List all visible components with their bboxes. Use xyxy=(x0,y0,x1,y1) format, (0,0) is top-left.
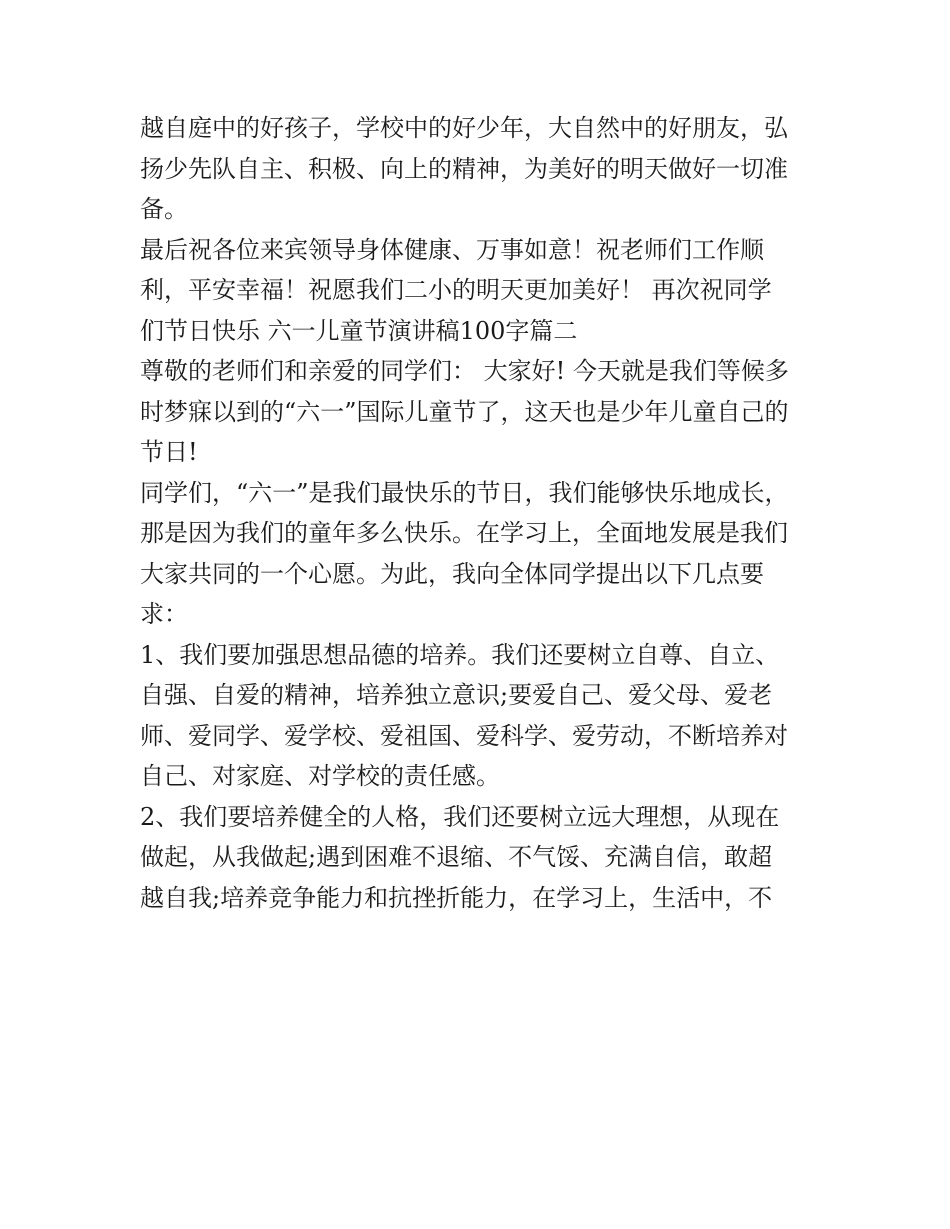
text-line: 利，平安幸福！祝愿我们二小的明天更加美好！ 再次祝同学 xyxy=(140,276,772,304)
text-line: 2、我们要培养健全的人格，我们还要树立远大理想，从现在 xyxy=(140,802,780,831)
text-line: 师、爱同学、爱学校、爱祖国、爱科学、爱劳动，不断培养对 xyxy=(140,721,788,750)
text-line: 求： xyxy=(140,600,188,628)
text-line: 们节日快乐 六一儿童节演讲稿100字篇二 xyxy=(140,316,578,345)
text-line: 同学们，“六一”是我们最快乐的节日，我们能够快乐地成长， xyxy=(140,478,789,507)
text-line: 备。 xyxy=(140,195,188,223)
text-line: 扬少先队自主、积极、向上的精神，为美好的明天做好一切准 xyxy=(140,154,788,183)
text-line: 最后祝各位来宾领导身体健康、万事如意！祝老师们工作顺 xyxy=(140,235,764,264)
text-line: 做起，从我做起;遇到困难不退缩、不气馁、充满自信，敢超 xyxy=(140,843,773,871)
text-line: 自强、自爱的精神，培养独立意识;要爱自己、爱父母、爱老 xyxy=(140,681,773,709)
text-line: 越自我;培养竞争能力和抗挫折能力，在学习上，生活中，不 xyxy=(140,883,773,912)
text-line: 自己、对家庭、对学校的责任感。 xyxy=(140,762,500,790)
text-line: 大家共同的一个心愿。为此，我向全体同学提出以下几点要 xyxy=(140,559,764,588)
text-line: 节日! xyxy=(140,438,198,466)
text-line: 越自庭中的好孩子，学校中的好少年，大自然中的好朋友，弘 xyxy=(140,114,788,142)
body-text xyxy=(140,108,820,918)
text-line: 尊敬的老师们和亲爱的同学们： 大家好! 今天就是我们等候多 xyxy=(140,357,789,385)
text-line: 时梦寐以到的“六一”国际儿童节了，这天也是少年儿童自己的 xyxy=(140,397,789,426)
text-line: 1、我们要加强思想品德的培养。我们还要树立自尊、自立、 xyxy=(140,640,780,669)
text-line: 那是因为我们的童年多么快乐。在学习上，全面地发展是我们 xyxy=(140,519,788,547)
